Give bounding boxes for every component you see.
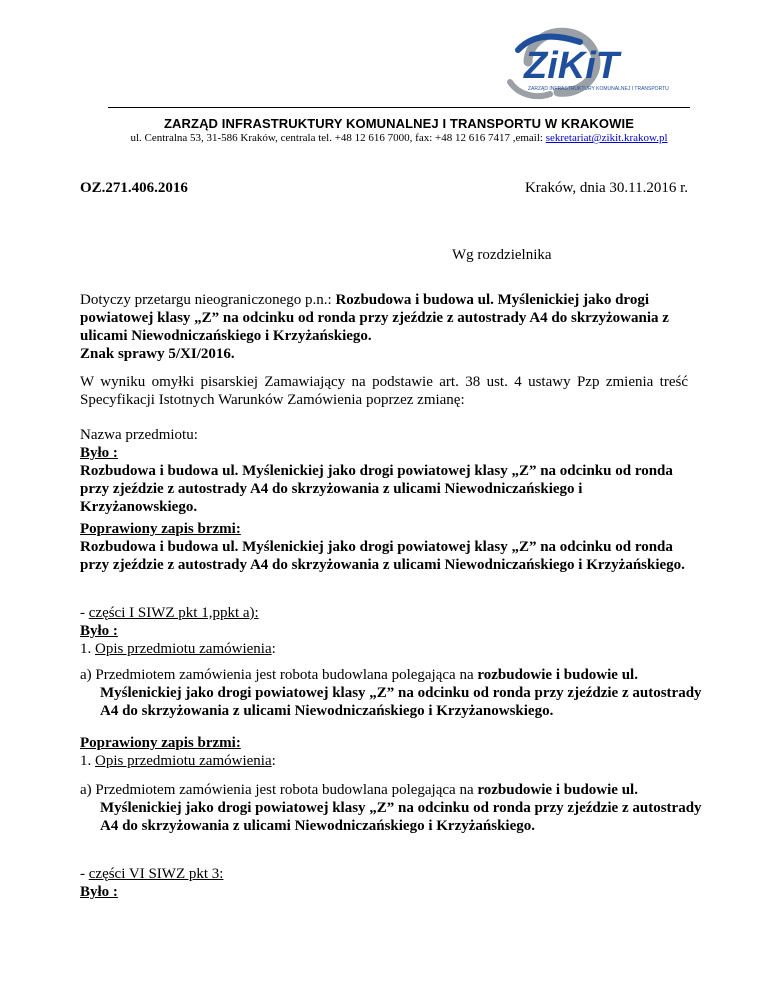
part1-point <box>80 640 688 658</box>
dash: - <box>80 605 89 621</box>
point2-number: 1. <box>80 753 95 769</box>
section-name-corrected <box>80 520 688 574</box>
email-link[interactable]: sekretariat@zikit.krakow.pl <box>545 132 668 144</box>
was-text: Rozbudowa i budowa ul. Myślenickiej jako drogi powiatowej klasy „Z” na odcinku od ronda przy zjeździe z autostrady A4 do skrzyżowania z ulicami Niewodniczańskiego i Krzyżanowskiego. <box>80 463 673 515</box>
part1-heading <box>80 604 688 622</box>
was-label: Było : <box>80 445 118 461</box>
logo-wordmark: ZiKiT <box>524 45 619 87</box>
org-name: ZARZĄD INFRASTRUKTURY KOMUNALNEJ I TRANSPORTU W KRAKOWIE <box>164 116 634 131</box>
subject <box>80 291 688 363</box>
part1-was-label: Było : <box>80 623 118 639</box>
was-item-bold: rozbudowie i budowie ul. Myślenickiej jako drogi powiatowej klasy „Z” na odcinku od ronda przy zjeździe z autostrady A4 do skrzyżowania z ulicami Niewodniczańskiego i Krzyżanowskiego. <box>100 667 702 719</box>
reference-number: OZ.271.406.2016 <box>80 180 188 196</box>
logo-subtext: ZARZĄD INFRASTRUKTURY KOMUNALNEJ I TRANSPORTU <box>528 86 669 92</box>
section-part6 <box>80 865 688 901</box>
point-label: Opis przedmiotu zamówienia <box>95 641 272 657</box>
section-name-heading: Nazwa przedmiotu: <box>80 427 198 443</box>
part1-corrected-label: Poprawiony zapis brzmi: <box>80 735 241 751</box>
part1-point2 <box>80 752 688 770</box>
part1-heading-text: części I SIWZ pkt 1,ppkt a): <box>88 605 259 621</box>
part6-heading <box>80 865 688 883</box>
part1-was-item <box>80 666 708 720</box>
subject-prefix: Dotyczy przetargu nieograniczonego p.n.: <box>80 292 336 308</box>
part1-corrected-item <box>80 781 708 835</box>
point2-colon: : <box>271 753 276 769</box>
dash2: - <box>80 866 89 882</box>
header-divider <box>108 107 690 108</box>
corrected-item-prefix: a) Przedmiotem zamówienia jest robota budowlana polegająca na <box>80 782 478 798</box>
point-colon: : <box>271 641 276 657</box>
corrected-item-bold: rozbudowie i budowie ul. Myślenickiej jako drogi powiatowej klasy „Z” na odcinku od ronda przy zjeździe z autostrady A4 do skrzyżowania z ulicami Niewodniczańskiego i Krzyżańskiego. <box>100 782 702 834</box>
zikit-logo <box>488 22 680 100</box>
part6-was-label: Było : <box>80 884 118 900</box>
corrected-label: Poprawiony zapis brzmi: <box>80 521 241 537</box>
section-name <box>80 426 688 516</box>
place-date: Kraków, dnia 30.11.2016 r. <box>524 180 688 196</box>
section-part1 <box>80 604 688 658</box>
intro-paragraph: W wyniku omyłki pisarskiej Zamawiający na podstawie art. 38 ust. 4 ustawy Pzp zmienia treść Specyfikacji Istotnych Warunków Zamówienia poprzez zmianę: <box>80 374 688 408</box>
was-item-prefix: a) Przedmiotem zamówienia jest robota budowlana polegająca na <box>80 667 478 683</box>
part1-corrected <box>80 734 688 770</box>
part6-heading-text: części VI SIWZ pkt 3: <box>88 866 224 882</box>
corrected-text: Rozbudowa i budowa ul. Myślenickiej jako drogi powiatowej klasy „Z” na odcinku od ronda przy zjeździe z autostrady A4 do skrzyżowania z ulicami Niewodniczańskiego i Krzyżańskiego. <box>80 539 685 573</box>
subject-title: Rozbudowa i budowa ul. Myślenickiej jako drogi powiatowej klasy „Z” na odcinku od ronda przy zjeździe z autostrady A4 do skrzyżowania z ulicami Niewodniczańskiego i Krzyżańskiego. <box>80 292 669 344</box>
recipient: Wg rozdzielnika <box>452 247 552 263</box>
org-address <box>108 132 690 144</box>
point-number: 1. <box>80 641 95 657</box>
case-number: Znak sprawy 5/XI/2016. <box>80 346 235 362</box>
point2-label: Opis przedmiotu zamówienia <box>95 753 272 769</box>
address-text: ul. Centralna 53, 31-586 Kraków, centrala tel. +48 12 616 7000, fax: +48 12 616 7417 ,email: <box>130 132 546 144</box>
